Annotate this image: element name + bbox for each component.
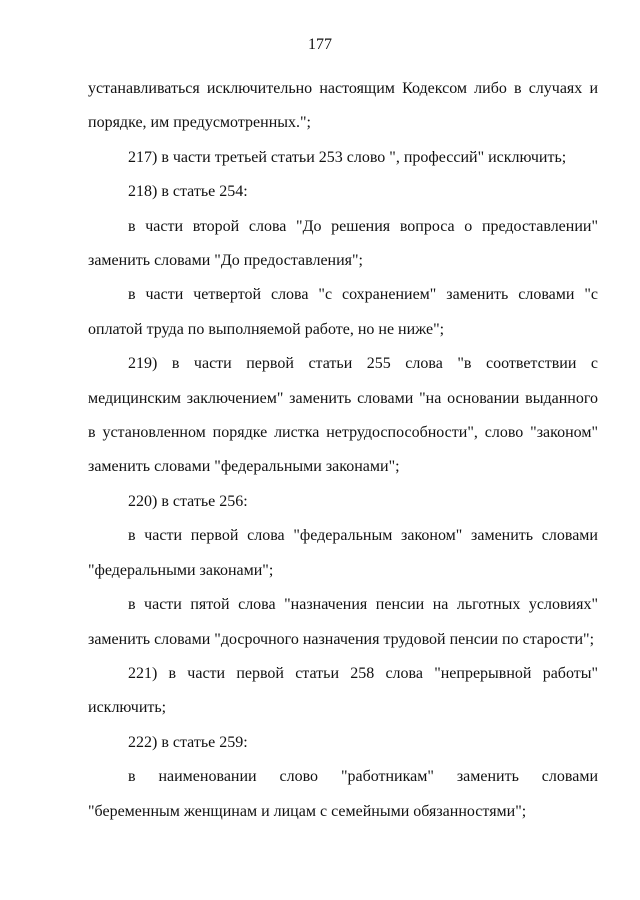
paragraph-220-part-1: в части первой слова "федеральным законом" заменить словами "федеральными законами"; (88, 527, 598, 579)
page-number: 177 (308, 36, 332, 53)
paragraph-222-title: в наименовании слово "работникам" заменить словами "беременным женщинам и лицам с семейными обязанностями"; (88, 768, 598, 820)
paragraph-218-part-4: в части четвертой слова "с сохранением" заменить словами "с оплатой труда по выполняемой работе, но не ниже"; (88, 286, 598, 338)
paragraph-220-part-5: в части пятой слова "назначения пенсии на льготных условиях" заменить словами "досрочного назначения трудовой пенсии по старости"; (88, 596, 598, 648)
document-body (88, 72, 598, 829)
paragraph-219: 219) в части первой статьи 255 слова "в соответствии с медицинским заключением" заменить словами "на основании выданного в установленном порядке листка нетрудоспособности", слово "законом" заменить словами "федеральными законами"; (88, 355, 598, 476)
paragraph-217: 217) в части третьей статьи 253 слово ", профессий" исключить; (128, 148, 567, 166)
paragraph-continuation: устанавливаться исключительно настоящим Кодексом либо в случаях и порядке, им предусмотренных."; (88, 80, 598, 132)
paragraph-218: 218) в статье 254: (128, 183, 248, 201)
paragraph-220: 220) в статье 256: (128, 492, 248, 510)
paragraph-221: 221) в части первой статьи 258 слова "непрерывной работы" исключить; (88, 664, 598, 717)
paragraph-222: 222) в статье 259: (128, 733, 248, 751)
paragraph-218-part-2: в части второй слова "До решения вопроса о предоставлении" заменить словами "До предоставления"; (88, 217, 598, 270)
